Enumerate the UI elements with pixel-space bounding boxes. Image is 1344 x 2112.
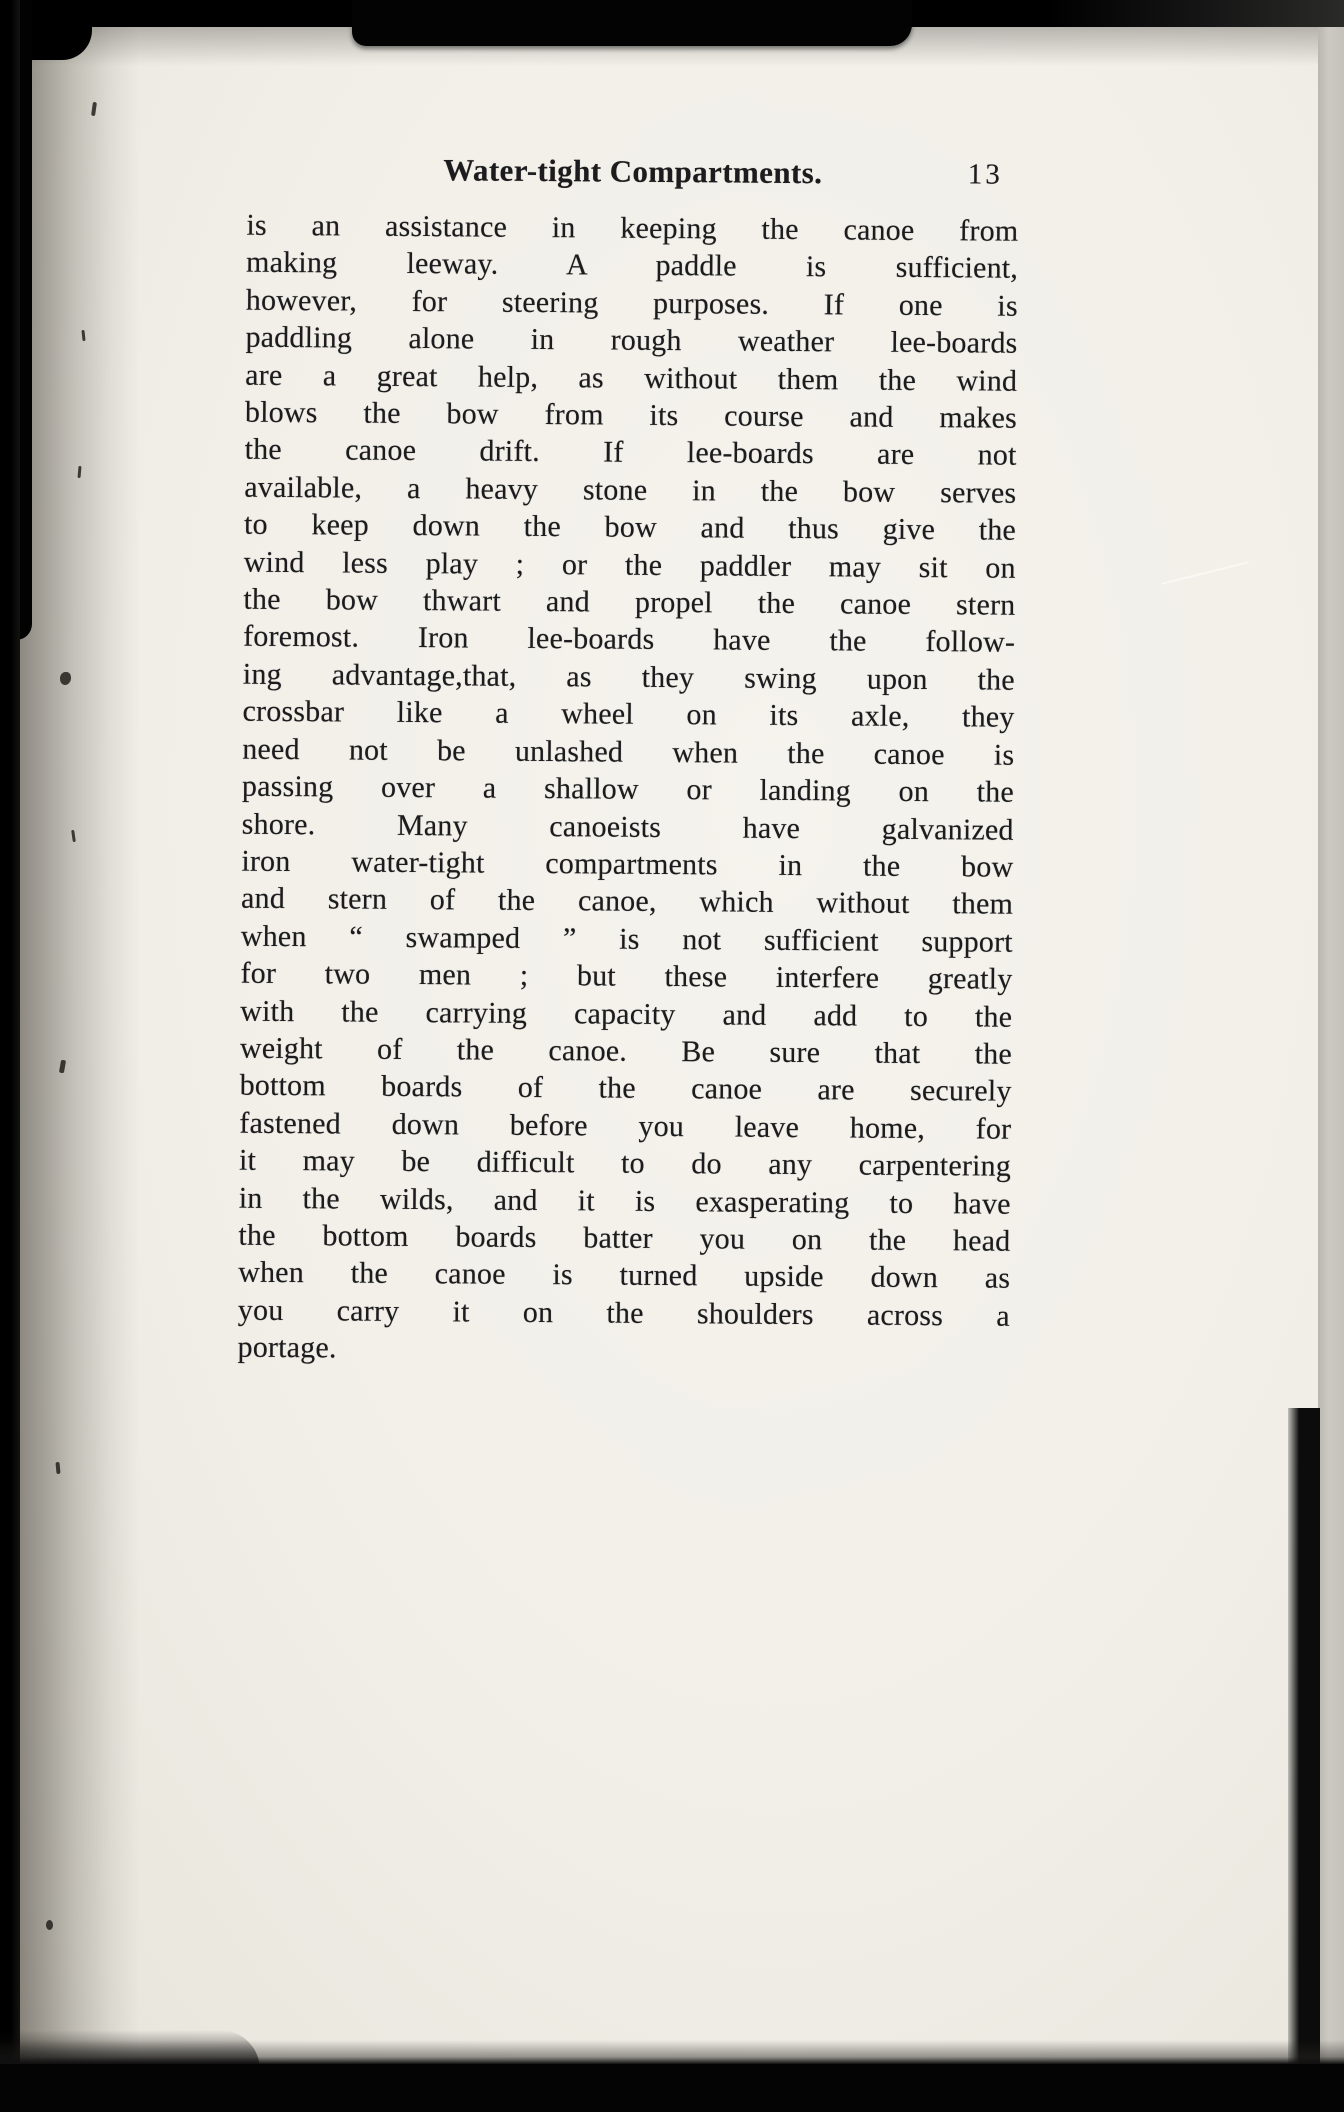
text-line: need not be unlashed when the canoe is [242, 732, 1015, 772]
text-line: it may be difficult to do any carpentering [238, 1143, 1012, 1183]
running-title: Water-tight Compartments. [443, 152, 823, 191]
text-line: the canoe drift. If lee-boards are not [244, 433, 1017, 473]
text-line: available, a heavy stone in the bow serves [244, 470, 1017, 510]
page-header [247, 151, 1019, 197]
text-line: the bow thwart and propel the canoe stern [243, 582, 1016, 622]
text-line: ing advantage,that, as they swing upon the [242, 657, 1015, 697]
text-line: shore. Many canoeists have galvanized [241, 807, 1014, 847]
text-line: when the canoe is turned upside down as [238, 1256, 1011, 1296]
text-line: the bottom boards batter you on the head [238, 1218, 1011, 1258]
page-edge-stack [1318, 0, 1344, 2112]
text-line: however, for steering purposes. If one is [245, 283, 1018, 323]
text-line: bottom boards of the canoe are securely [239, 1068, 1012, 1109]
text-line: crossbar like a wheel on its axle, they [242, 694, 1015, 735]
left-scan-edge [0, 0, 20, 2112]
text-line: iron water-tight compartments in the bow [241, 844, 1014, 884]
text-line: blows the bow from its course and makes [244, 395, 1018, 435]
text-line: you carry it on the shoulders across a [237, 1293, 1010, 1333]
text-line: fastened down before you leave home, for [239, 1106, 1012, 1146]
right-dark-strip [1288, 1408, 1320, 2112]
text-line: are a great help, as without them the wind [245, 358, 1018, 398]
text-line: making leeway. A paddle is sufficient, [245, 246, 1019, 286]
text-line: and stern of the canoe, which without them [240, 881, 1014, 922]
printed-content [4, 19, 1320, 2075]
scanner-bottom-bar [0, 2064, 1344, 2112]
page-number: 13 [967, 158, 1003, 191]
text-line: wind less play ; or the paddler may sit on [243, 545, 1016, 585]
text-line: with the carrying capacity and add to the [240, 994, 1013, 1034]
text-line: weight of the canoe. Be sure that the [239, 1031, 1013, 1071]
text-line: portage. [237, 1330, 337, 1365]
body-text [237, 207, 1018, 1373]
text-line: for two men ; but these interfere greatly [240, 956, 1013, 996]
text-line: when “ swamped ” is not sufficient support [240, 919, 1013, 959]
book-page [20, 24, 1320, 2070]
text-line: passing over a shallow or landing on the [241, 769, 1015, 809]
scanner-top-shadow [352, 0, 912, 46]
text-line: is an assistance in keeping the canoe from [246, 208, 1019, 248]
text-line: foremost. Iron lee-boards have the follow- [243, 620, 1016, 660]
text-line: paddling alone in rough weather lee-boards [245, 320, 1018, 360]
text-line: to keep down the bow and thus give the [243, 507, 1017, 547]
text-line: in the wilds, and it is exasperating to have [238, 1181, 1011, 1221]
